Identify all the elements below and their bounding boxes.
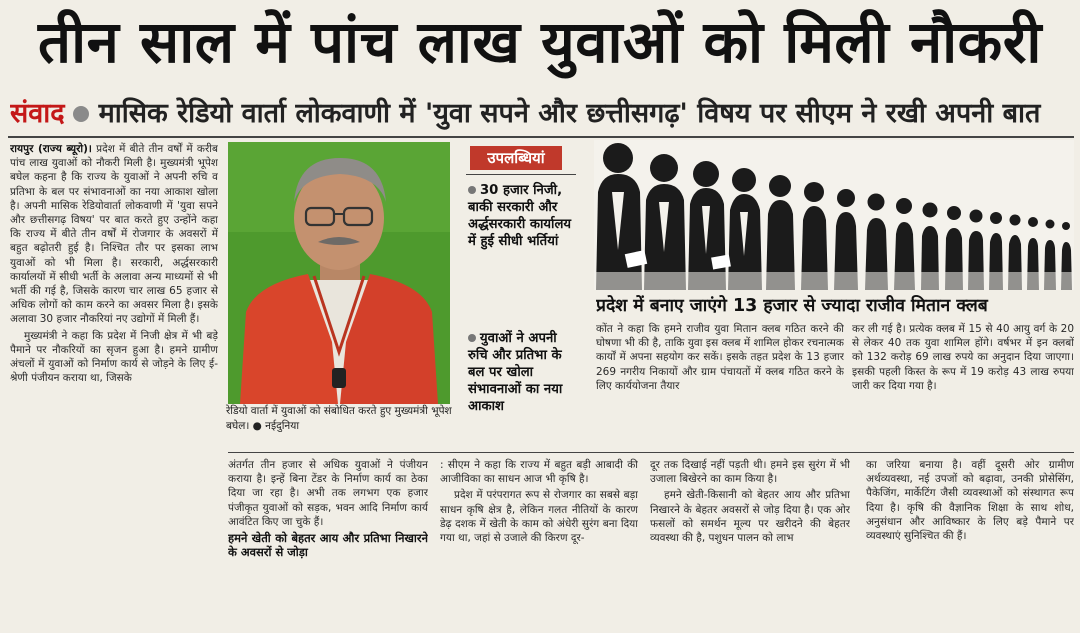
bullet-icon [468, 186, 476, 194]
sidebar-title: उपलब्धियां [470, 146, 562, 170]
article-column-2 [228, 458, 428, 618]
sidebar-item-2-text: युवाओं ने अपनी रुचि और प्रतिभा के बल पर खोला संभावनाओं का नया आकाश [468, 331, 563, 414]
person-illustration [228, 142, 450, 404]
inset-left-text [596, 322, 844, 446]
inset-left-paragraph: कोंत ने कहा कि हमने राजीव युवा मितान क्लब गठित करने की घोषणा भी की है, ताकि युवा इस क्लब में शामिल होकर रचनात्मक कार्यों में अपना सहयोग कर सकें। इसके तहत प्रदेश के 13 हजार 269 नगरीय निकायों और ग्राम पंचायतों में क्लब गठित करने के लिए कार्ययोजना तैयार [596, 323, 844, 392]
cm-photo [228, 142, 450, 404]
col5-paragraph: का जरिया बनाया है। वहीं दूसरी ओर ग्रामीण अर्थव्यवस्था, नई उपजों को बढ़ावा, उनकी प्रोसेसिंग, पैकेजिंग, मार्केटिंग जैसी व्यवस्थाओं को संस्थागत रूप दिया है। कृषि की वैज्ञानिक शिक्षा के साथ शोध, अनुसंधान और आविष्कार के लिए बड़े पैमाने पर व्यवस्थाएं सुनिश्चित की हैं। [866, 459, 1074, 543]
article-column-3 [440, 458, 638, 618]
col2-subhead: हमने खेती को बेहतर आय और प्रतिभा निखारने के अवसरों से जोड़ा [228, 531, 428, 560]
inset-right-text [852, 322, 1074, 446]
inset-title: प्रदेश में बनाए जाएंगे 13 हजार से ज्यादा राजीव मितान क्लब [596, 296, 988, 316]
dateline: रायपुर (राज्य ब्यूरो)। [10, 143, 92, 155]
bullet-icon [468, 334, 476, 342]
subheadline [10, 94, 1075, 134]
col4-paragraph-2: हमने खेती-किसानी को बेहतर आय और प्रतिभा निखारने के बेहतर अवसरों से जोड़ दिया है। एक ओर फसलों को समर्थन मूल्य पर खरीदने की बेहतर व्यवस्था की है, पशुधन पालन को लाभ [650, 489, 850, 545]
divider [228, 452, 1074, 453]
sidebar-item-1-text: 30 हजार निजी, बाकी सरकारी और अर्द्धसरकारी कार्यालय में हुई सीधी भर्तियां [468, 183, 572, 249]
headline: तीन साल में पांच लाख युवाओं को मिली नौकरी [38, 8, 1042, 76]
divider [8, 136, 1074, 138]
photo-caption: रेडियो वार्ता में युवाओं को संबोधित करते हुए मुख्यमंत्री भूपेश बघेल। ● नईदुनिया [226, 405, 452, 432]
article-column-1 [10, 142, 218, 514]
inset-right-paragraph: कर ली गई है। प्रत्येक क्लब में 15 से 40 आयु वर्ग के 20 से लेकर 40 तक युवा शामिल होंगे। वर्षभर में इन क्लबों को 132 करोड़ 69 लाख रुपये का अनुदान दिया जाएगा। इसकी पहली किस्त के रूप में 19 करोड़ 43 लाख रुपया जारी कर दिया गया है। [852, 323, 1074, 392]
col4-paragraph-1: दूर तक दिखाई नहीं पड़ती थी। हमने इस सुरंग में भी उजाला बिखेरने का काम किया है। [650, 459, 850, 486]
crowd-illustration [594, 140, 1074, 290]
sidebar-item-1 [468, 182, 580, 320]
article-column-5 [866, 458, 1074, 618]
col1-paragraph-1: प्रदेश में बीते तीन वर्षों में करीब पांच लाख युवाओं को नौकरी मिली है। मुख्यमंत्री भूपेश बघेल कहना है कि राज्य के युवाओं ने अपनी रुचि व प्रतिभा के बल पर संभावनाओं का नया आकाश खोला है। अपनी मासिक रेडियोवार्ता लोकवाणी में 'युवा सपने और छत्तीसगढ़ विषय' पर बात करते हुए उन्होंने कहा कि राज्य में बीते तीन वर्षों में रोजगार के अवसरों में बहुत बढ़ोतरी हुई है। निश्चित तौर पर इसका लाभ युवाओं को भी मिला है। सरकारी, अर्द्धसरकारी कार्यालयों में सीधी भर्ती के अलावा अन्य माध्यमों से भी भर्ती की गई है, जिसके कारण चार लाख 65 हजार से अधिक लोगों को काम करने का अवसर मिला है। इसके अलावा 30 हजार नौकरियां नए उद्योगों में मिली हैं। [10, 143, 218, 326]
sidebar-item-2 [468, 330, 580, 446]
article-column-4 [650, 458, 850, 618]
col3-paragraph-2: प्रदेश में परंपरागत रूप से रोजगार का सबसे बड़ा साधन कृषि क्षेत्र है, लेकिन गलत नीतियों के कारण डेढ़ दशक में खेती के काम को अंधेरी सुरंग बना दिया गया था, जहां से उजाले की किरण दूर- [440, 489, 638, 545]
col2-paragraph: अंतर्गत तीन हजार से अधिक युवाओं ने पंजीयन कराया है। इन्हें बिना टेंडर के निर्माण कार्य का ठेका दिया जा रहा है। अभी तक लगभग एक हजार पंजीकृत युवाओं को सड़क, भवन आदि निर्माण कार्य आवंटित किए जा चुके हैं। [228, 459, 428, 528]
col1-paragraph-2: मुख्यमंत्री ने कहा कि प्रदेश में निजी क्षेत्र में भी बड़े पैमाने पर नौकरियों का सृजन हुआ है। हमने ग्रामीण अंचलों में युवाओं को निर्माण कार्य से जोड़ने के लिए ई-श्रेणी पंजीयन कराया था, जिसके [10, 329, 218, 385]
sidebar-rule [466, 174, 576, 175]
subheadline-text: मासिक रेडियो वार्ता लोकवाणी में 'युवा सपने और छत्तीसगढ़' विषय पर सीएम ने रखी अपनी बात [98, 98, 1041, 129]
col3-paragraph-1: : सीएम ने कहा कि राज्य में बहुत बड़ी आबादी की आजीविका का साधन आज भी कृषि है। [440, 459, 638, 486]
bullet-icon [73, 106, 89, 122]
silhouettes-graphic [594, 140, 1074, 290]
subheadline-tag: संवाद [10, 98, 65, 129]
